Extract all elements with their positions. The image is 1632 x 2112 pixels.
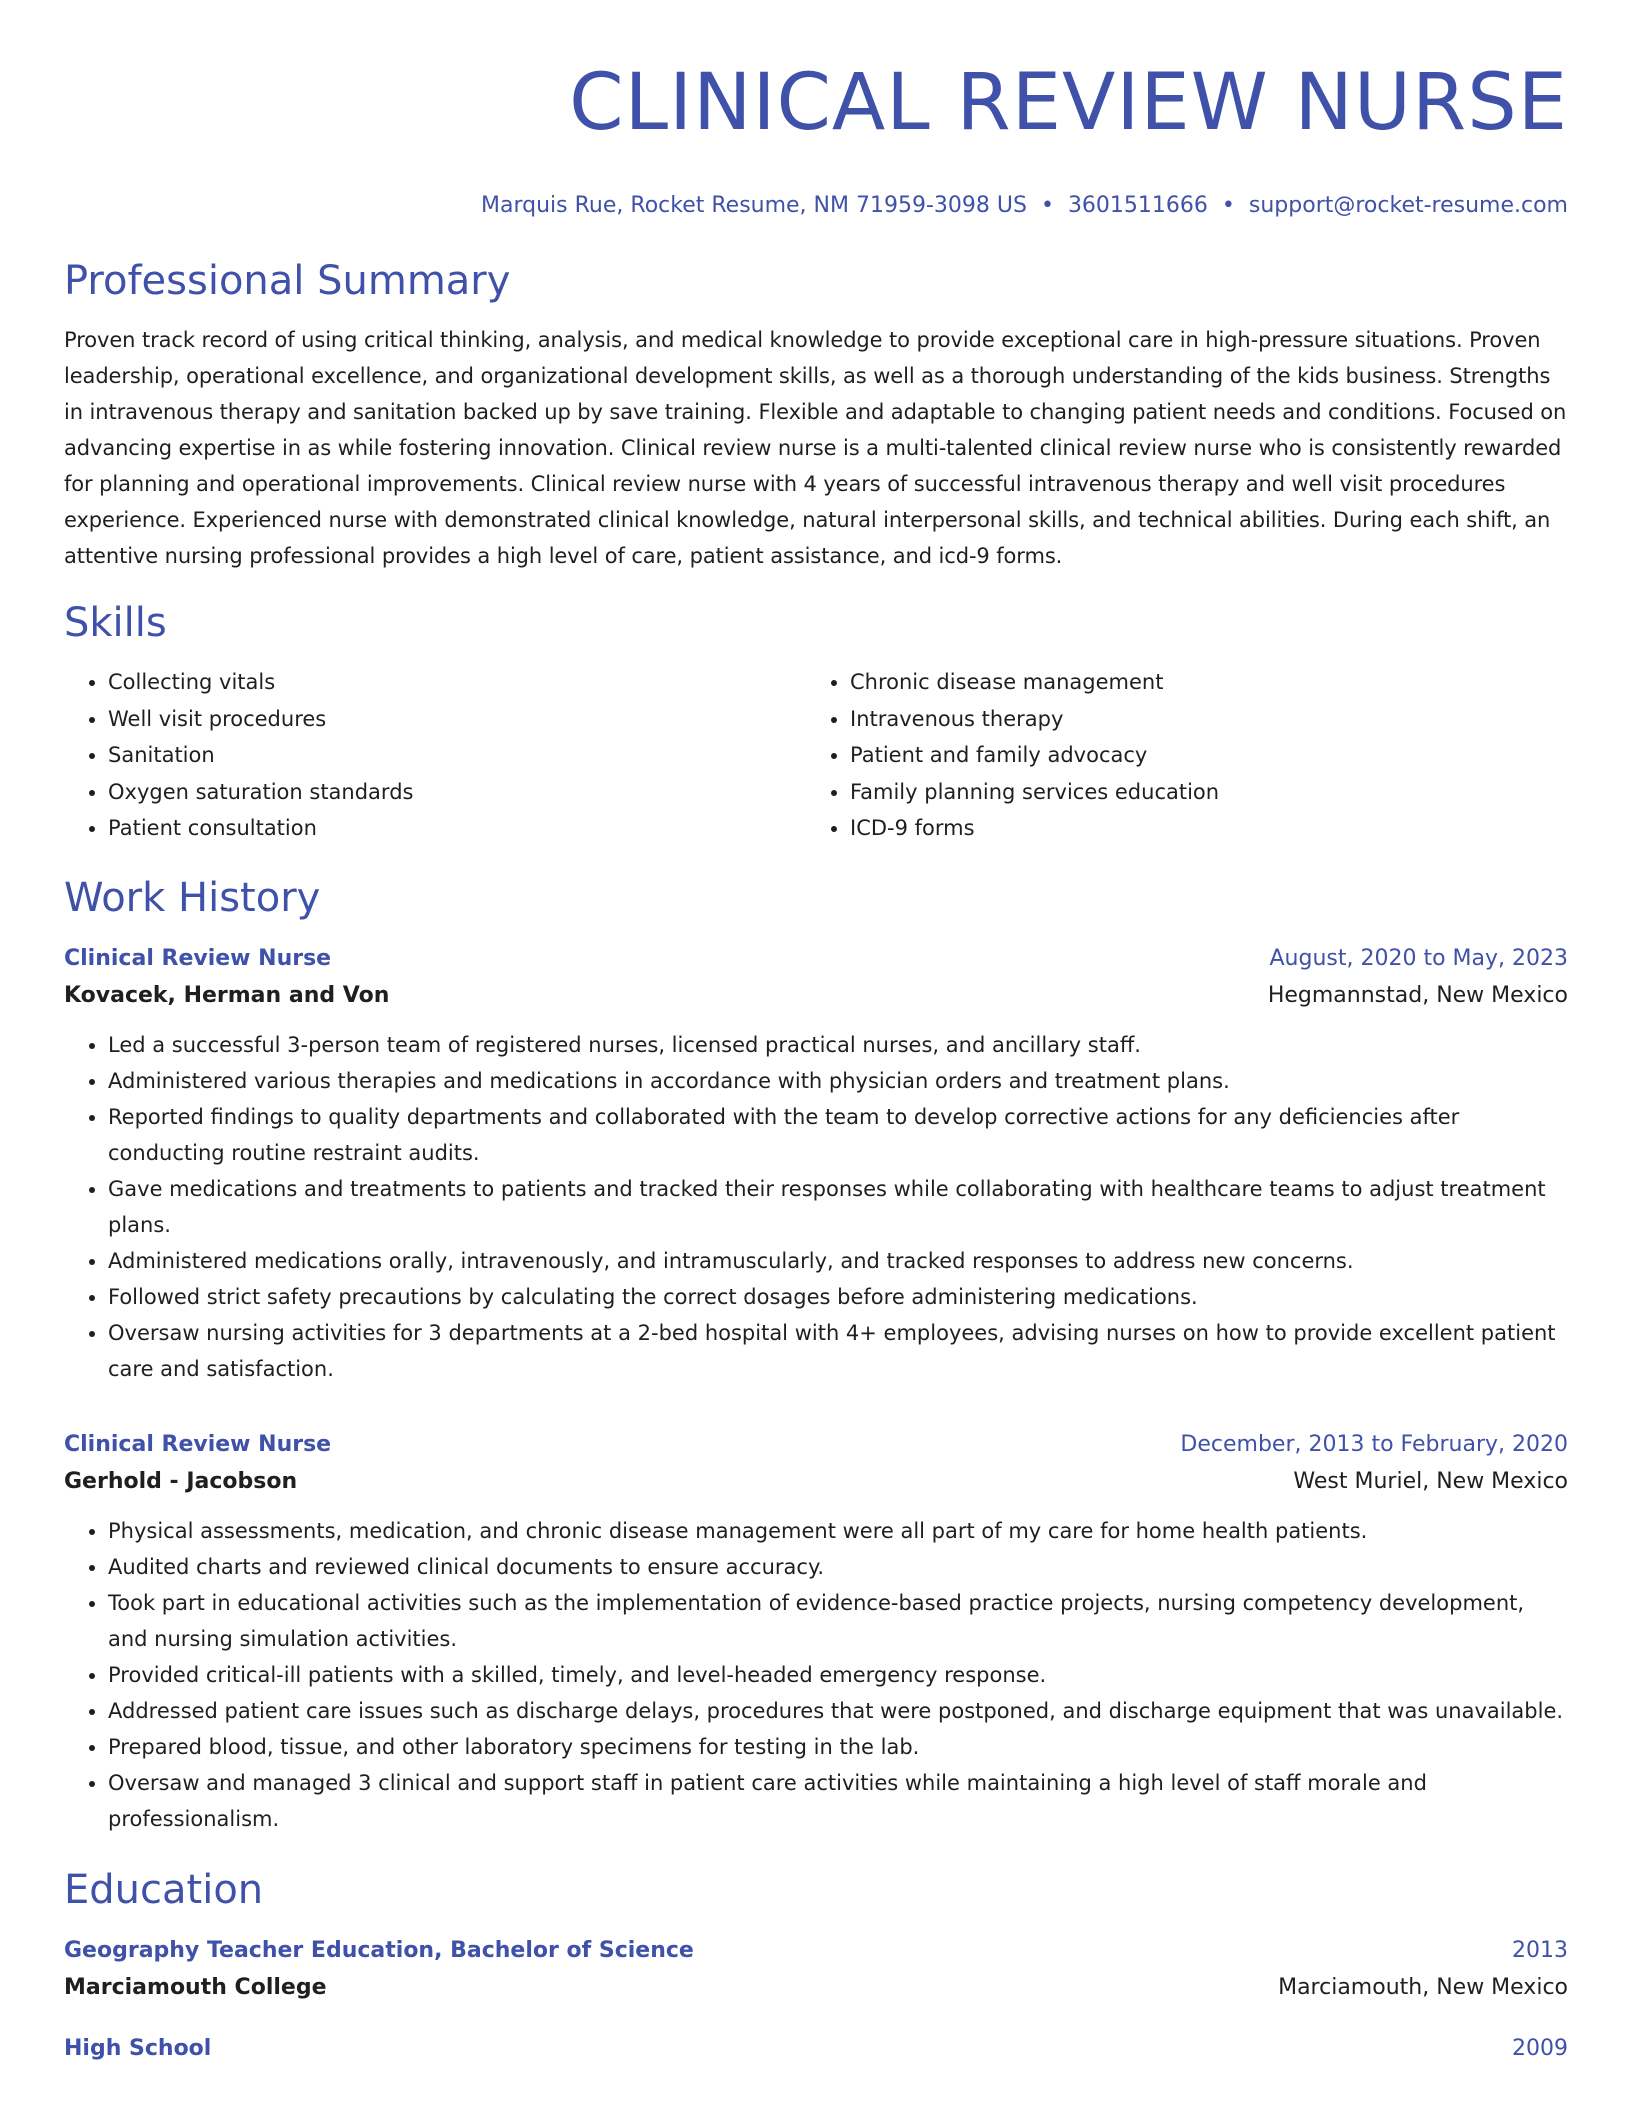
- education-location: Marciamouth, New Mexico: [1278, 1974, 1568, 2000]
- education-entry: [64, 2031, 1568, 2067]
- job-entry: [64, 1427, 1568, 1837]
- work-history-heading: Work History: [64, 874, 321, 921]
- education-heading: Education: [64, 1866, 264, 1913]
- job-dates: December, 2013 to February, 2020: [1180, 1431, 1568, 1457]
- skill-item: • Family planning services education: [850, 774, 1550, 811]
- job-bullet: • Followed strict safety precautions by calculating the correct dosages before administering medications.: [108, 1279, 1568, 1315]
- contact-separator: •: [1040, 193, 1054, 218]
- job-bullet: • Prepared blood, tissue, and other laboratory specimens for testing in the lab.: [108, 1729, 1568, 1765]
- job-company: Kovacek, Herman and Von: [64, 982, 390, 1008]
- job-bullet: • Reported findings to quality departments and collaborated with the team to develop corrective actions for any deficiencies after conducting routine restraint audits.: [108, 1099, 1568, 1171]
- job-bullet: • Took part in educational activities such as the implementation of evidence-based practice projects, nursing competency development, and nursing simulation activities.: [108, 1585, 1568, 1657]
- education-entry: [64, 1933, 1568, 2007]
- job-location: West Muriel, New Mexico: [1293, 1468, 1568, 1494]
- job-title: Clinical Review Nurse: [64, 1431, 332, 1457]
- job-bullet: • Physical assessments, medication, and chronic disease management were all part of my care for home health patients.: [108, 1513, 1568, 1549]
- resume-title: CLINICAL REVIEW NURSE: [569, 58, 1568, 148]
- contact-address: Marquis Rue, Rocket Resume, NM 71959-3098 US: [481, 193, 1027, 218]
- skill-item: • Patient consultation: [108, 810, 806, 847]
- job-bullet: • Administered various therapies and medications in accordance with physician orders and treatment plans.: [108, 1063, 1568, 1099]
- job-bullet: • Oversaw and managed 3 clinical and support staff in patient care activities while maintaining a high level of staff morale and professionalism.: [108, 1765, 1568, 1837]
- skills-column-right: [806, 664, 1550, 847]
- skill-item: • ICD-9 forms: [850, 810, 1550, 847]
- job-dates: August, 2020 to May, 2023: [1269, 945, 1568, 971]
- job-title: Clinical Review Nurse: [64, 945, 332, 971]
- job-bullet: • Oversaw nursing activities for 3 departments at a 2-bed hospital with 4+ employees, advising nurses on how to provide excellent patient care and satisfaction.: [108, 1315, 1568, 1387]
- summary-heading: Professional Summary: [64, 258, 511, 304]
- education-degree: High School: [64, 2035, 212, 2061]
- skills-heading: Skills: [64, 600, 167, 646]
- summary-text: Proven track record of using critical thinking, analysis, and medical knowledge to provide exceptional care in high-pressure situations. Proven leadership, operational excellence, and organizational development skills, as well as a thorough understanding of the kids business. Strengths in intravenous therapy and sanitation backed up by save training. Flexible and adaptable to changing patient needs and conditions. Focused on advancing expertise in as while fostering innovation. Clinical review nurse is a multi-talented clinical review nurse who is consistently rewarded for planning and operational improvements. Clinical review nurse with 4 years of successful intravenous therapy and well visit procedures experience. Experienced nurse with demonstrated clinical knowledge, natural interpersonal skills, and technical abilities. During each shift, an attentive nursing professional provides a high level of care, patient assistance, and icd-9 forms.: [64, 328, 1567, 568]
- education-degree: Geography Teacher Education, Bachelor of Science: [64, 1937, 694, 1963]
- job-bullet: • Led a successful 3-person team of registered nurses, licensed practical nurses, and ancillary staff.: [108, 1027, 1568, 1063]
- skills-list: [64, 664, 1568, 847]
- skill-item: • Collecting vitals: [108, 664, 806, 701]
- contact-phone: 3601511666: [1067, 193, 1208, 218]
- skill-item: • Well visit procedures: [108, 701, 806, 738]
- education-school: Marciamouth College: [64, 1974, 327, 2000]
- contact-line: [64, 190, 1568, 222]
- resume-page: [64, 0, 1568, 2067]
- contact-email[interactable]: support@rocket-resume.com: [1248, 193, 1568, 218]
- skill-item: • Intravenous therapy: [850, 701, 1550, 738]
- skill-item: • Patient and family advocacy: [850, 737, 1550, 774]
- job-location: Hegmannstad, New Mexico: [1267, 982, 1568, 1008]
- skill-item: • Chronic disease management: [850, 664, 1550, 701]
- job-bullet: • Administered medications orally, intravenously, and intramuscularly, and tracked responses to address new concerns.: [108, 1243, 1568, 1279]
- job-bullets: [64, 1513, 1568, 1837]
- job-entry: [64, 941, 1568, 1387]
- contact-separator: •: [1221, 193, 1235, 218]
- skill-item: • Oxygen saturation standards: [108, 774, 806, 811]
- job-bullets: [64, 1027, 1568, 1387]
- job-bullet: • Audited charts and reviewed clinical documents to ensure accuracy.: [108, 1549, 1568, 1585]
- skill-item: • Sanitation: [108, 737, 806, 774]
- education-year: 2013: [1512, 1937, 1568, 1963]
- education-year: 2009: [1512, 2035, 1568, 2061]
- job-bullet: • Addressed patient care issues such as discharge delays, procedures that were postponed, and discharge equipment that was unavailable.: [108, 1693, 1568, 1729]
- job-bullet: • Provided critical-ill patients with a skilled, timely, and level-headed emergency response.: [108, 1657, 1568, 1693]
- job-company: Gerhold - Jacobson: [64, 1468, 298, 1494]
- job-bullet: • Gave medications and treatments to patients and tracked their responses while collaborating with healthcare teams to adjust treatment plans.: [108, 1171, 1568, 1243]
- skills-column-left: [64, 664, 806, 847]
